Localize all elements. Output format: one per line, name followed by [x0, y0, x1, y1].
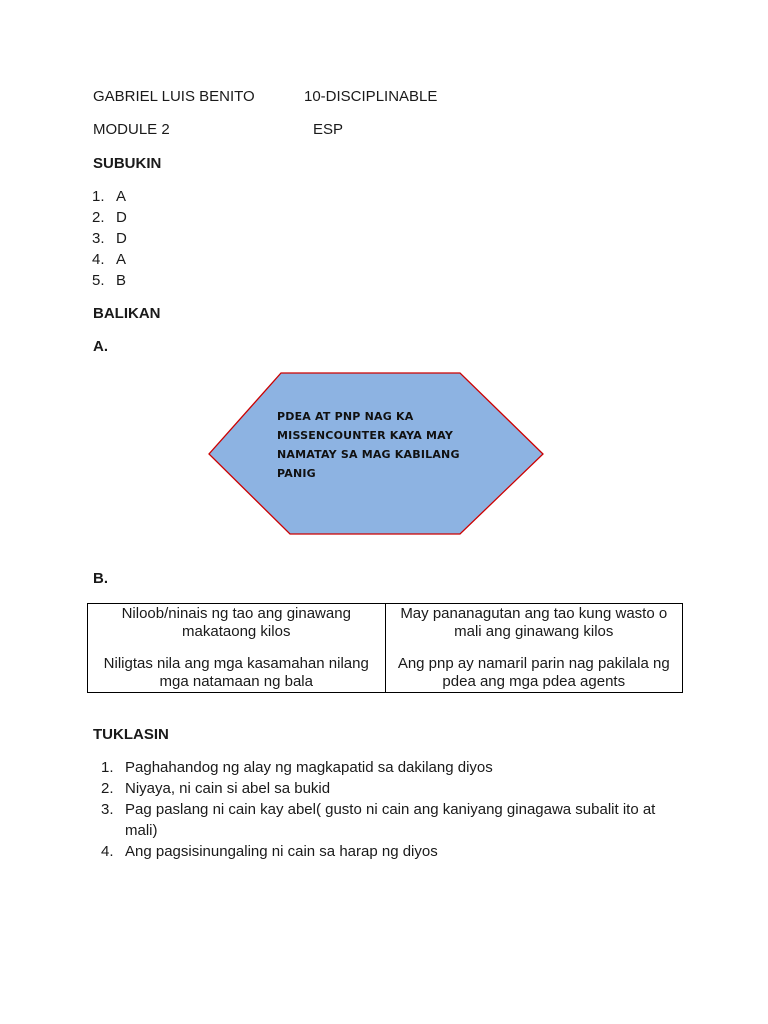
item-number: 3.	[101, 801, 114, 818]
part-a-label: A.	[93, 338, 108, 355]
table-row	[88, 604, 683, 656]
hexagon-line: PDEA AT PNP NAG KA	[277, 410, 414, 423]
table-cell: Ang pnp ay namaril parin nag pakilala ng pdea ang mga pdea agents	[385, 655, 683, 693]
answer-value: B	[116, 272, 127, 289]
table-cell: Niligtas nila ang mga kasamahan nilang mga natamaan ng bala	[88, 655, 386, 693]
item-text: Niyaya, ni cain si abel sa bukid	[125, 780, 331, 797]
item-number: 1.	[101, 759, 114, 776]
answer-value: D	[116, 230, 127, 247]
tuklasin-list	[101, 757, 665, 862]
item-number: 2.	[92, 209, 105, 226]
list-item	[101, 778, 665, 799]
answer-value: A	[116, 188, 127, 205]
item-number: 4.	[101, 843, 114, 860]
answer-value: D	[116, 209, 127, 226]
balikan-heading: BALIKAN	[93, 305, 161, 322]
table-cell: Niloob/ninais ng tao ang ginawang makataong kilos	[88, 604, 386, 656]
list-item	[101, 799, 665, 841]
item-text: Pag paslang ni cain kay abel( gusto ni cain ang kaniyang ginagawa subalit ito at mali)	[125, 801, 656, 839]
answer-value: A	[116, 251, 127, 268]
balikan-table	[87, 603, 683, 693]
module-label: MODULE 2	[93, 121, 170, 138]
item-number: 1.	[92, 188, 105, 205]
hexagon-line: MISSENCOUNTER KAYA MAY	[277, 429, 454, 442]
subject-label: ESP	[313, 121, 344, 138]
tuklasin-heading: TUKLASIN	[93, 726, 169, 743]
student-name: GABRIEL LUIS BENITO	[93, 88, 255, 105]
item-number: 5.	[92, 272, 105, 289]
item-text: Ang pagsisinungaling ni cain sa harap ng diyos	[125, 843, 438, 860]
hexagon-line: PANIG	[277, 467, 316, 480]
item-number: 2.	[101, 780, 114, 797]
subukin-heading: SUBUKIN	[93, 155, 162, 172]
item-number: 3.	[92, 230, 105, 247]
table-row	[88, 655, 683, 693]
item-text: Paghahandog ng alay ng magkapatid sa dakilang diyos	[125, 759, 493, 776]
list-item	[101, 757, 665, 778]
hexagon-text	[277, 407, 477, 483]
part-b-label: B.	[93, 570, 108, 587]
item-number: 4.	[92, 251, 105, 268]
hexagon-line: NAMATAY SA MAG KABILANG	[277, 448, 460, 461]
table-cell: May pananagutan ang tao kung wasto o mali ang ginawang kilos	[385, 604, 683, 656]
section-name: 10-DISCIPLINABLE	[304, 88, 438, 105]
list-item	[101, 841, 665, 862]
